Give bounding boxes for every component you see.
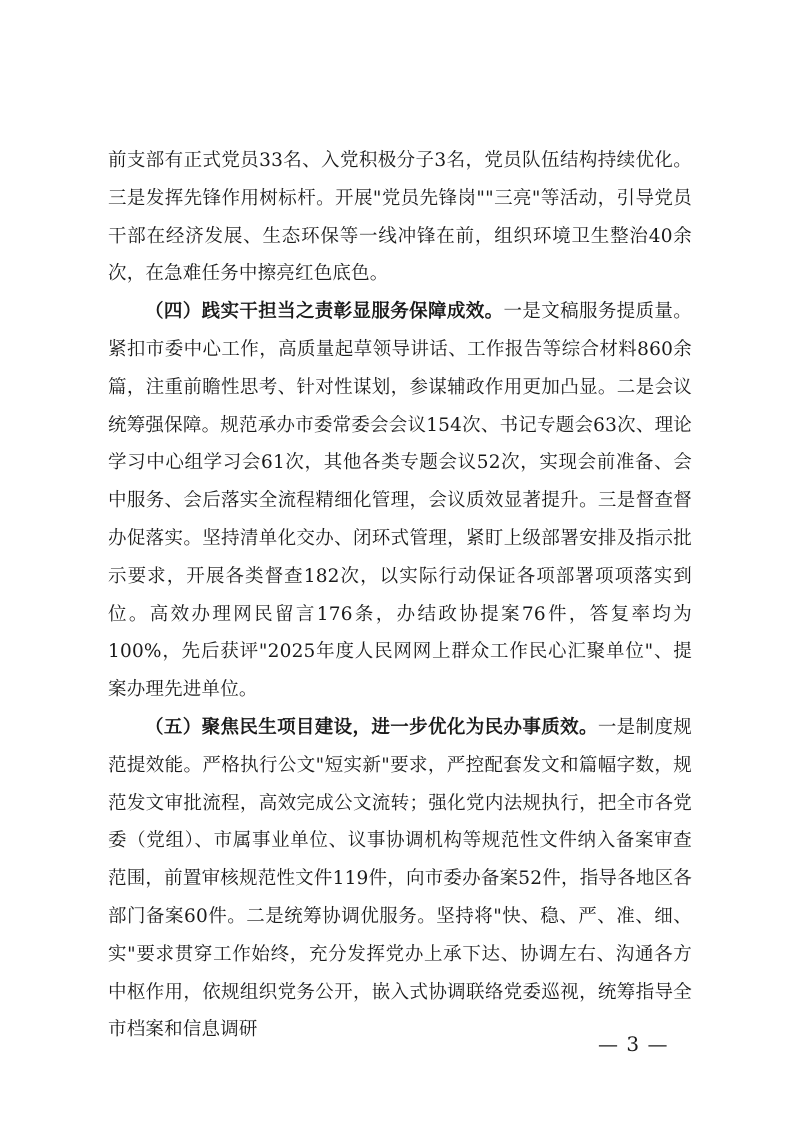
section-5-heading: （五）聚焦民生项目建设，进一步优化为民办事质效。 bbox=[145, 716, 598, 738]
paragraph-section-5 bbox=[108, 709, 692, 1049]
section-4-heading: （四）践实干担当之责彰显服务保障成效。 bbox=[145, 301, 504, 323]
paragraph-section-4 bbox=[108, 293, 692, 709]
body-text bbox=[108, 142, 692, 1049]
section-4-body: 一是文稿服务提质量。紧扣市委中心工作，高质量起草领导讲话、工作报告等综合材料860余篇，注重前瞻性思考、针对性谋划，参谋辅政作用更加凸显。二是会议统筹强保障。规范承办市委常委会会议154次、书记专题会63次、理论学习中心组学习会61次，其他各类专题会议52次，实现会前准备、会中服务、会后落实全流程精细化管理，会议质效显著提升。三是督查督办促落实。坚持清单化交办、闭环式管理，紧盯上级部署安排及指示批示要求，开展各类督查182次，以实际行动保证各项部署项项落实到位。高效办理网民留言176条，办结政协提案76件，答复率均为100%，先后获评"2025年度人民网网上群众工作民心汇聚单位"、提案办理先进单位。 bbox=[108, 301, 692, 701]
paragraph-continuation: 前支部有正式党员33名、入党积极分子3名，党员队伍结构持续优化。三是发挥先锋作用树标杆。开展"党员先锋岗""三亮"等活动，引导党员干部在经济发展、生态环保等一线冲锋在前，组织环境卫生整治40余次，在急难任务中擦亮红色底色。 bbox=[108, 150, 692, 285]
section-5-body: 一是制度规范提效能。严格执行公文"短实新"要求，严控配套发文和篇幅字数，规范发文审批流程，高效完成公文流转；强化党内法规执行，把全市各党委（党组）、市属事业单位、议事协调机构等规范性文件纳入备案审查范围，前置审核规范性文件119件，向市委办备案52件，指导各地区各部门备案60件。二是统筹协调优服务。坚持将"快、稳、严、准、细、实"要求贯穿工作始终，充分发挥党办上承下达、协调左右、沟通各方中枢作用，依规组织党务公开，嵌入式协调联络党委巡视，统筹指导全市档案和信息调研 bbox=[108, 716, 692, 1041]
page-number: — 3 — bbox=[598, 1032, 669, 1056]
